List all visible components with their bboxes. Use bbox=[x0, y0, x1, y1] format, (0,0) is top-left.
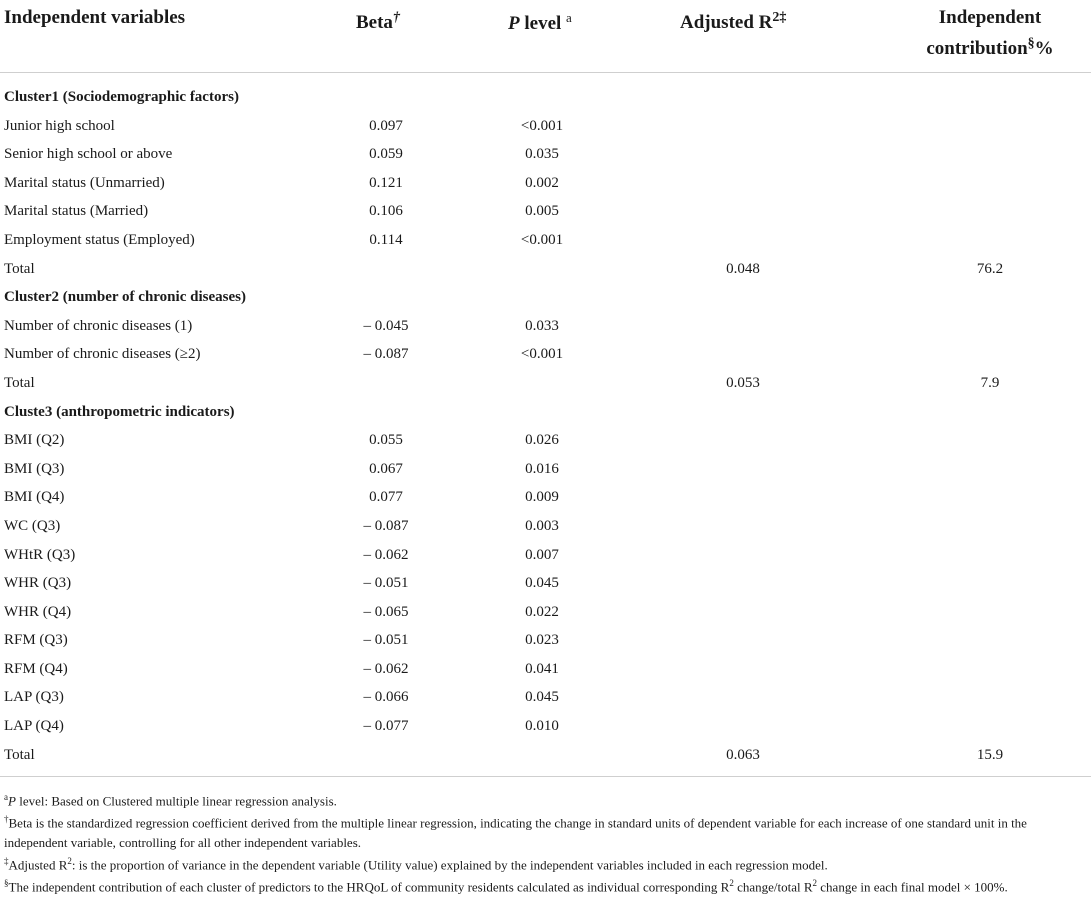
row-variable-name: Marital status (Married) bbox=[4, 203, 149, 220]
header-ic-line1: Independent bbox=[938, 7, 1042, 28]
row-beta-value: 0.114 bbox=[369, 231, 403, 248]
footnote-section-sup-2: 2 bbox=[812, 877, 818, 888]
row-variable-name: WHR (Q3) bbox=[4, 575, 72, 592]
table-row bbox=[0, 626, 1091, 655]
row-beta-value: – 0.087 bbox=[363, 346, 409, 363]
row-adjusted-r2: 0.063 bbox=[726, 746, 760, 763]
row-variable-name: BMI (Q4) bbox=[4, 489, 65, 506]
footnote-ddagger bbox=[4, 852, 1086, 874]
footnote-ddagger-sup: 2 bbox=[67, 855, 72, 866]
table-row bbox=[0, 169, 1091, 198]
footnote-ddagger-mark: ‡ bbox=[4, 855, 9, 866]
table-row bbox=[0, 426, 1091, 455]
row-independent-contribution: 15.9 bbox=[976, 746, 1004, 763]
row-p-value: 0.023 bbox=[525, 632, 559, 649]
row-variable-name: Marital status (Unmarried) bbox=[4, 174, 165, 191]
row-variable-name: Total bbox=[4, 746, 35, 763]
table-row bbox=[0, 112, 1091, 141]
footnote-section bbox=[4, 874, 1086, 896]
row-p-value: 0.033 bbox=[525, 317, 559, 334]
row-p-value: 0.007 bbox=[525, 546, 559, 563]
row-beta-value: 0.077 bbox=[369, 489, 403, 506]
table-row bbox=[0, 569, 1091, 598]
row-p-value: <0.001 bbox=[520, 231, 564, 248]
table-body bbox=[0, 83, 1091, 769]
footnote-a-mark: a bbox=[4, 792, 8, 802]
row-variable-name: Cluster1 (Sociodemographic factors) bbox=[4, 89, 239, 105]
row-beta-value: – 0.062 bbox=[363, 660, 409, 677]
table-row bbox=[0, 455, 1091, 484]
row-beta-value: 0.121 bbox=[369, 174, 403, 191]
header-independent-contribution bbox=[900, 5, 1080, 62]
footnote-a bbox=[4, 788, 1086, 810]
row-independent-contribution: 76.2 bbox=[976, 260, 1004, 277]
row-beta-value: – 0.062 bbox=[363, 546, 409, 563]
row-p-value: <0.001 bbox=[520, 346, 564, 363]
header-beta-label: Beta bbox=[356, 12, 393, 33]
cluster-heading-row bbox=[0, 83, 1091, 112]
row-variable-name: Junior high school bbox=[4, 117, 115, 134]
row-variable-name: Number of chronic diseases (1) bbox=[4, 317, 193, 334]
header-ic-line2: contribution bbox=[926, 38, 1028, 59]
header-p-level bbox=[508, 5, 572, 37]
row-beta-value: 0.097 bbox=[369, 117, 403, 134]
table-header bbox=[0, 0, 1091, 73]
footnote-section-sup-1: 2 bbox=[729, 877, 734, 888]
row-beta-value: – 0.077 bbox=[363, 718, 409, 735]
row-variable-name: LAP (Q4) bbox=[4, 718, 64, 735]
row-variable-name: Employment status (Employed) bbox=[4, 231, 195, 248]
row-p-value: 0.026 bbox=[525, 432, 559, 449]
table-row bbox=[0, 226, 1091, 255]
table-footnotes bbox=[4, 788, 1086, 896]
row-beta-value: – 0.087 bbox=[363, 517, 409, 534]
row-variable-name: Senior high school or above bbox=[4, 146, 173, 163]
row-variable-name: Number of chronic diseases (≥2) bbox=[4, 346, 201, 363]
header-adjusted-r2 bbox=[680, 5, 786, 36]
table-row bbox=[0, 140, 1091, 169]
table-bottom-rule bbox=[0, 776, 1091, 777]
cluster-heading-row bbox=[0, 398, 1091, 427]
row-beta-value: – 0.045 bbox=[363, 317, 409, 334]
row-p-value: 0.045 bbox=[525, 575, 559, 592]
row-beta-value: 0.067 bbox=[369, 460, 403, 477]
row-p-value: <0.001 bbox=[520, 117, 564, 134]
header-p-letter: P bbox=[508, 13, 520, 34]
row-variable-name: Cluster2 (number of chronic diseases) bbox=[4, 289, 246, 306]
header-p-mark: a bbox=[566, 10, 572, 25]
footnote-ddagger-text-1: Adjusted R bbox=[8, 856, 68, 872]
row-variable-name: WHR (Q4) bbox=[4, 603, 72, 620]
table-row bbox=[0, 712, 1091, 741]
row-variable-name: BMI (Q3) bbox=[4, 460, 65, 477]
table-row bbox=[0, 655, 1091, 684]
row-p-value: 0.005 bbox=[525, 203, 559, 220]
footnote-ddagger-text-2: : is the proportion of variance in the dependent variable (Utility value) explained by the independent variables included in each regression model. bbox=[71, 856, 828, 872]
row-p-value: 0.002 bbox=[525, 174, 559, 191]
footnote-section-mark: § bbox=[4, 877, 9, 888]
row-adjusted-r2: 0.048 bbox=[726, 260, 760, 277]
header-adjusted-mark: 2‡ bbox=[772, 10, 787, 25]
footnote-a-text: level: Based on Clustered multiple linear regression analysis. bbox=[15, 793, 337, 809]
row-variable-name: WC (Q3) bbox=[4, 517, 61, 534]
header-beta-mark: † bbox=[392, 10, 400, 25]
row-p-value: 0.010 bbox=[525, 718, 559, 735]
row-p-value: 0.016 bbox=[525, 460, 559, 477]
footnote-dagger bbox=[4, 810, 1086, 851]
table-row bbox=[0, 483, 1091, 512]
header-ic-pct: % bbox=[1034, 38, 1054, 59]
row-variable-name: WHtR (Q3) bbox=[4, 546, 76, 563]
table-row bbox=[0, 340, 1091, 369]
row-p-value: 0.009 bbox=[525, 489, 559, 506]
table-row bbox=[0, 541, 1091, 570]
table-row bbox=[0, 197, 1091, 226]
row-beta-value: – 0.065 bbox=[363, 603, 409, 620]
row-variable-name: RFM (Q3) bbox=[4, 632, 68, 649]
footnote-section-text-2: change/total R bbox=[733, 879, 813, 895]
row-p-value: 0.022 bbox=[525, 603, 559, 620]
table-row bbox=[0, 512, 1091, 541]
row-beta-value: 0.055 bbox=[369, 432, 403, 449]
row-p-value: 0.041 bbox=[525, 660, 559, 677]
table-row bbox=[0, 683, 1091, 712]
header-independent-variables: Independent variables bbox=[4, 7, 186, 28]
footnote-section-text-3: change in each final model × 100%. bbox=[817, 879, 1008, 895]
row-variable-name: LAP (Q3) bbox=[4, 689, 64, 706]
row-variable-name: RFM (Q4) bbox=[4, 660, 68, 677]
row-independent-contribution: 7.9 bbox=[980, 374, 1000, 391]
table-row bbox=[0, 312, 1091, 341]
row-adjusted-r2: 0.053 bbox=[726, 374, 760, 391]
table-row bbox=[0, 598, 1091, 627]
row-variable-name: Cluste3 (anthropometric indicators) bbox=[4, 403, 235, 420]
header-beta bbox=[356, 5, 400, 36]
total-row bbox=[0, 741, 1091, 770]
row-variable-name: BMI (Q2) bbox=[4, 432, 65, 449]
row-p-value: 0.035 bbox=[525, 146, 559, 163]
header-ic-mark: § bbox=[1027, 36, 1035, 51]
footnote-section-text-1: The independent contribution of each cluster of predictors to the HRQoL of community residents calculated as individual corresponding R bbox=[8, 879, 730, 895]
row-p-value: 0.003 bbox=[525, 517, 559, 534]
row-beta-value: 0.059 bbox=[369, 146, 403, 163]
footnote-dagger-text: Beta is the standardized regression coefficient derived from the multiple linear regression, indicating the change in standard units of dependent variable for each increase of one standard unit in the independent variable, controlling for all other independent variables. bbox=[4, 815, 1027, 850]
row-beta-value: – 0.066 bbox=[363, 689, 409, 706]
row-beta-value: – 0.051 bbox=[363, 575, 409, 592]
footnote-dagger-mark: † bbox=[4, 814, 9, 825]
row-variable-name: Total bbox=[4, 374, 35, 391]
row-variable-name: Total bbox=[4, 260, 35, 277]
cluster-heading-row bbox=[0, 283, 1091, 312]
footnote-a-p: P bbox=[8, 793, 16, 809]
header-p-rest: level bbox=[519, 13, 562, 34]
total-row bbox=[0, 369, 1091, 398]
row-p-value: 0.045 bbox=[525, 689, 559, 706]
row-beta-value: – 0.051 bbox=[363, 632, 409, 649]
total-row bbox=[0, 255, 1091, 284]
header-adjusted-label: Adjusted R bbox=[680, 12, 773, 33]
row-beta-value: 0.106 bbox=[369, 203, 403, 220]
